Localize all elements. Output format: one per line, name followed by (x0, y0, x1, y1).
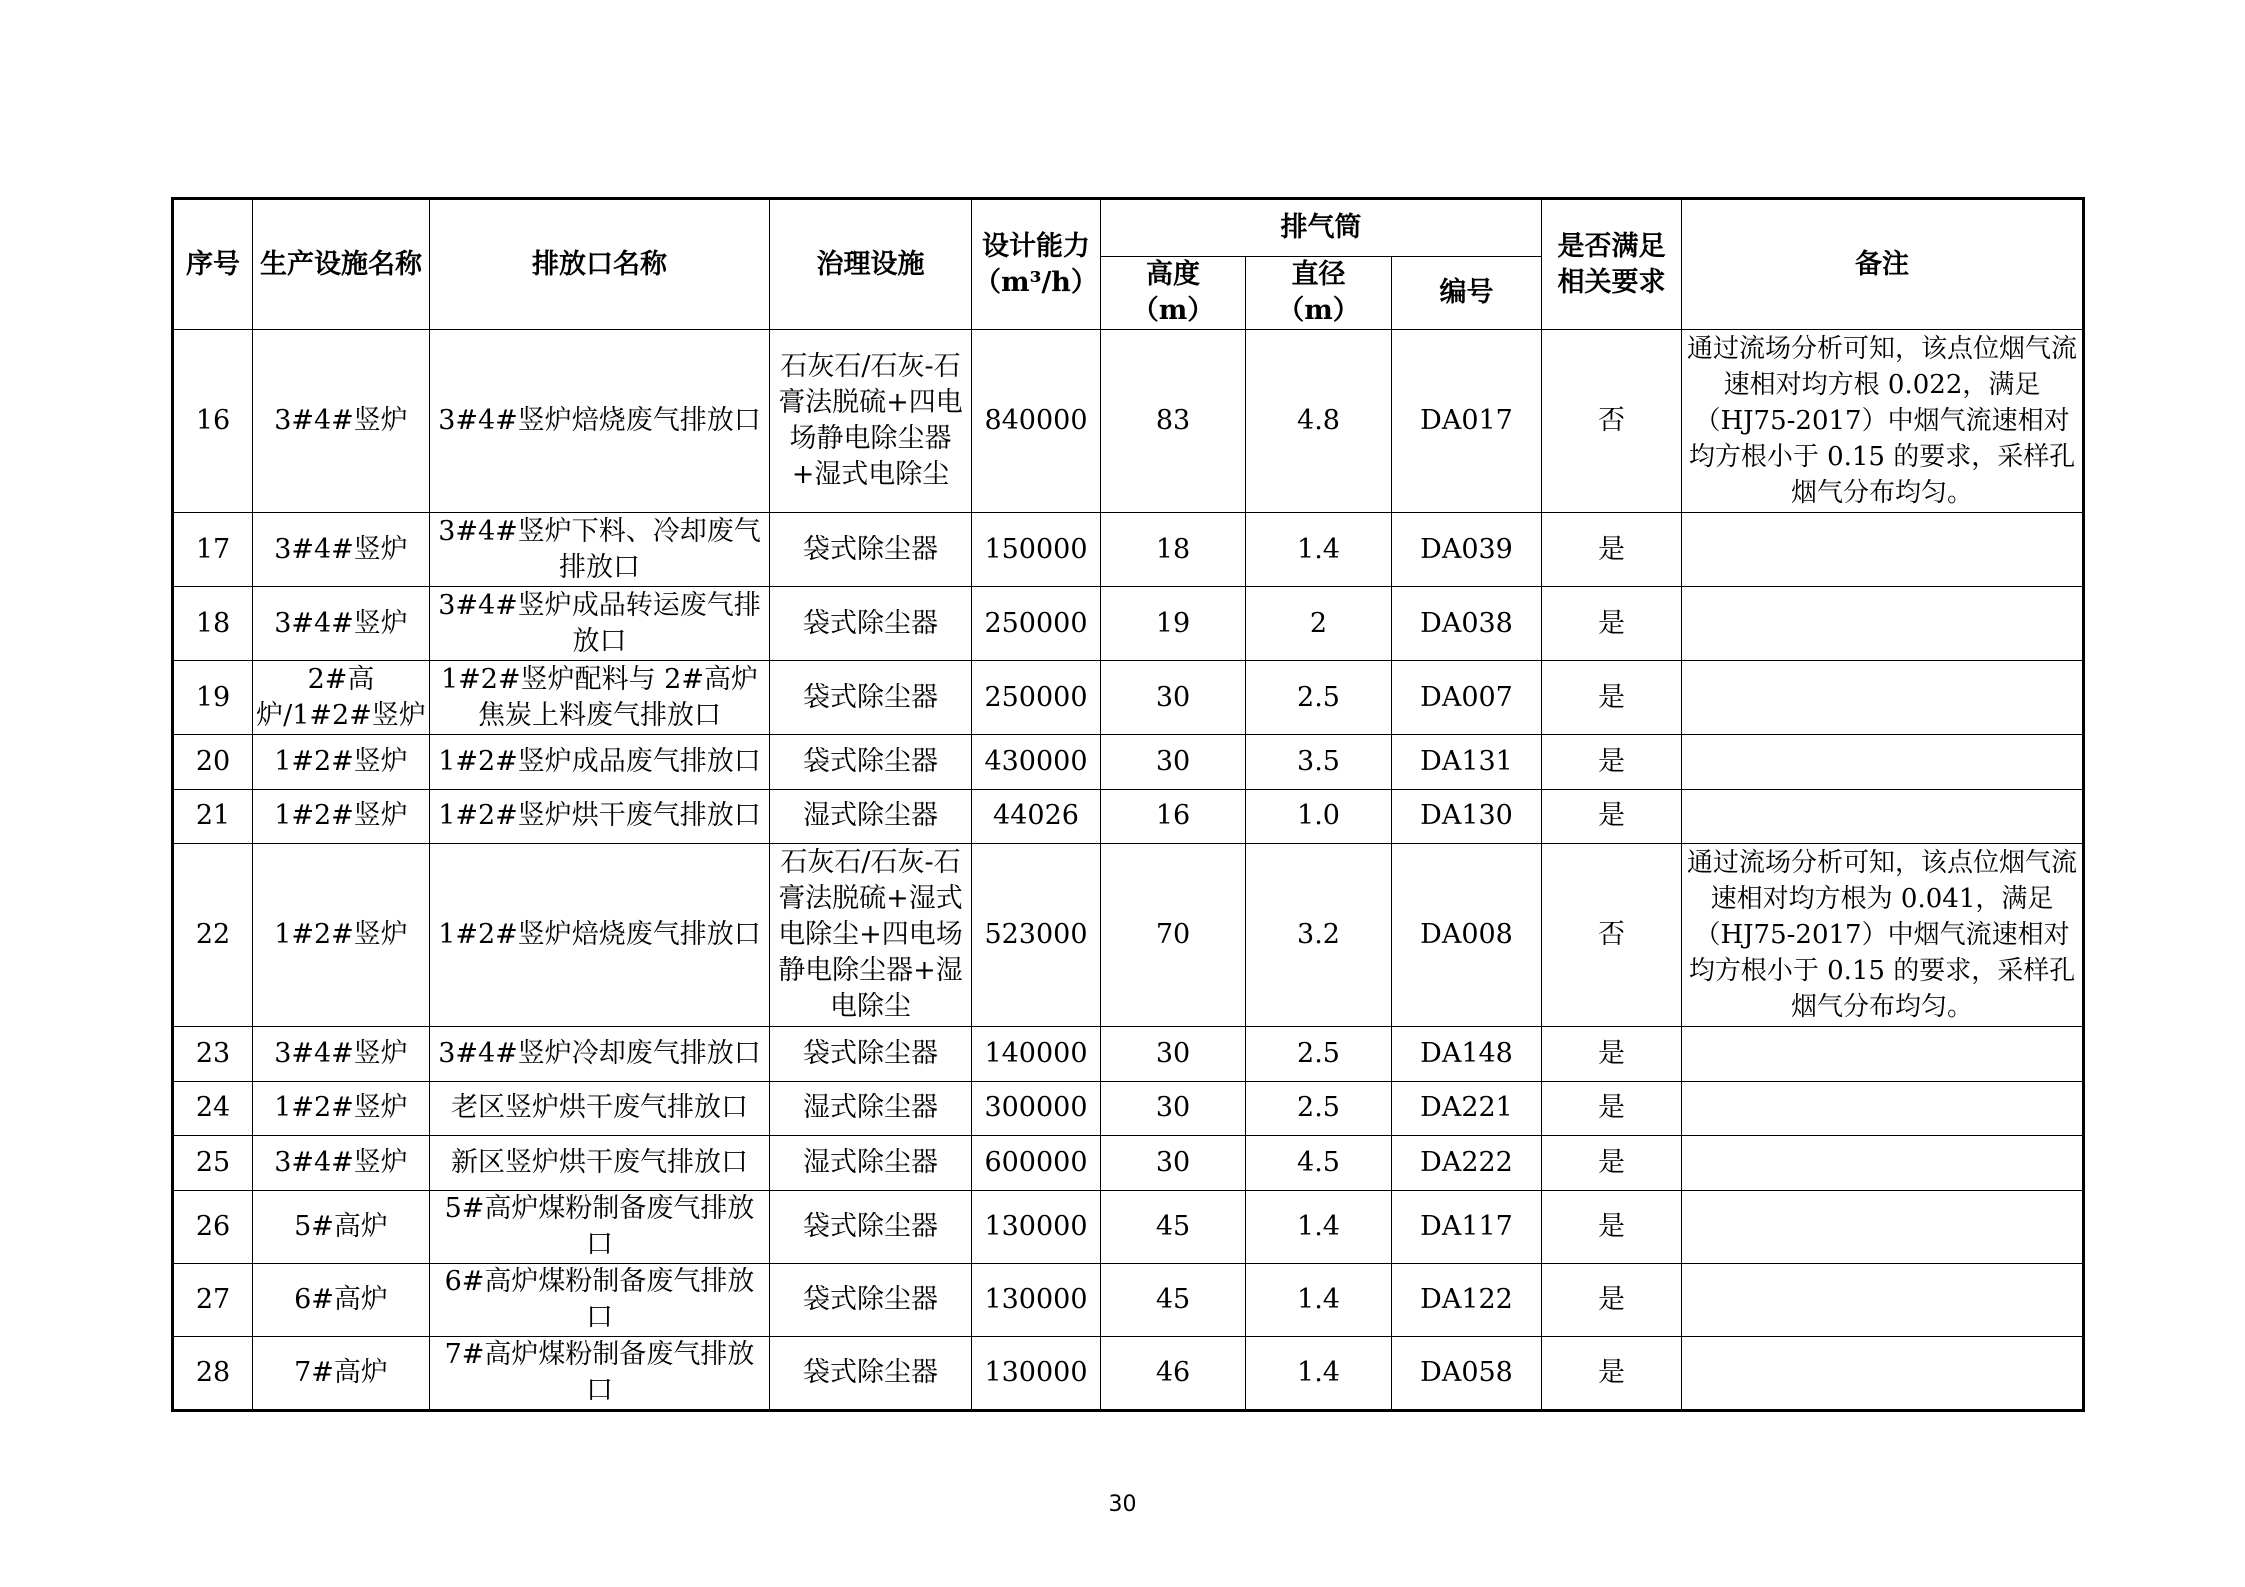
cell-height: 83 (1101, 330, 1246, 513)
cell-diameter: 2 (1246, 587, 1392, 661)
header-outlet: 排放口名称 (430, 199, 770, 330)
cell-remarks (1682, 1190, 2084, 1263)
cell-seq: 26 (173, 1190, 253, 1263)
cell-diameter: 3.5 (1246, 735, 1392, 790)
cell-treatment: 湿式除尘器 (770, 1136, 972, 1191)
cell-facility: 3#4#竖炉 (253, 1027, 430, 1082)
cell-facility: 7#高炉 (253, 1336, 430, 1410)
cell-compliance: 是 (1542, 587, 1682, 661)
cell-compliance: 是 (1542, 735, 1682, 790)
header-capacity-line2: （m³/h） (974, 266, 1098, 298)
cell-facility: 3#4#竖炉 (253, 587, 430, 661)
table-row (173, 844, 2084, 1027)
cell-facility: 6#高炉 (253, 1263, 430, 1336)
cell-code: DA117 (1392, 1190, 1542, 1263)
table-row (173, 1027, 2084, 1082)
cell-compliance: 是 (1542, 789, 1682, 844)
table-row (173, 1336, 2084, 1410)
cell-remarks (1682, 1081, 2084, 1136)
cell-remarks (1682, 1027, 2084, 1082)
cell-outlet: 7#高炉煤粉制备废气排放口 (430, 1336, 770, 1410)
cell-code: DA130 (1392, 789, 1542, 844)
cell-seq: 24 (173, 1081, 253, 1136)
cell-code: DA148 (1392, 1027, 1542, 1082)
cell-height: 16 (1101, 789, 1246, 844)
cell-remarks (1682, 1336, 2084, 1410)
cell-facility: 3#4#竖炉 (253, 1136, 430, 1191)
table-row (173, 789, 2084, 844)
cell-outlet: 1#2#竖炉成品废气排放口 (430, 735, 770, 790)
header-seq: 序号 (173, 199, 253, 330)
table-row (173, 1190, 2084, 1263)
cell-seq: 16 (173, 330, 253, 513)
cell-compliance: 是 (1542, 1136, 1682, 1191)
cell-facility: 1#2#竖炉 (253, 1081, 430, 1136)
cell-treatment: 袋式除尘器 (770, 1027, 972, 1082)
cell-treatment: 袋式除尘器 (770, 661, 972, 735)
cell-code: DA007 (1392, 661, 1542, 735)
cell-diameter: 3.2 (1246, 844, 1392, 1027)
cell-capacity: 140000 (972, 1027, 1101, 1082)
cell-code: DA039 (1392, 513, 1542, 587)
cell-outlet: 3#4#竖炉成品转运废气排放口 (430, 587, 770, 661)
cell-seq: 18 (173, 587, 253, 661)
cell-diameter: 2.5 (1246, 1027, 1392, 1082)
cell-height: 30 (1101, 1136, 1246, 1191)
cell-treatment: 袋式除尘器 (770, 1336, 972, 1410)
header-diameter (1246, 257, 1392, 330)
cell-compliance: 是 (1542, 1336, 1682, 1410)
cell-treatment: 袋式除尘器 (770, 587, 972, 661)
cell-facility: 5#高炉 (253, 1190, 430, 1263)
cell-diameter: 1.4 (1246, 1336, 1392, 1410)
cell-seq: 23 (173, 1027, 253, 1082)
header-capacity (972, 199, 1101, 330)
cell-seq: 20 (173, 735, 253, 790)
cell-capacity: 840000 (972, 330, 1101, 513)
header-treatment: 治理设施 (770, 199, 972, 330)
cell-treatment: 湿式除尘器 (770, 1081, 972, 1136)
cell-facility: 1#2#竖炉 (253, 789, 430, 844)
header-compliance-line1: 是否满足 (1557, 230, 1666, 262)
cell-capacity: 600000 (972, 1136, 1101, 1191)
table-row (173, 1081, 2084, 1136)
cell-compliance: 是 (1542, 661, 1682, 735)
cell-capacity: 150000 (972, 513, 1101, 587)
table-row (173, 587, 2084, 661)
table-row (173, 1136, 2084, 1191)
cell-capacity: 130000 (972, 1336, 1101, 1410)
cell-seq: 27 (173, 1263, 253, 1336)
cell-diameter: 1.4 (1246, 1263, 1392, 1336)
cell-facility: 2#高炉/1#2#竖炉 (253, 661, 430, 735)
cell-code: DA038 (1392, 587, 1542, 661)
cell-height: 45 (1101, 1190, 1246, 1263)
cell-remarks (1682, 735, 2084, 790)
table-row (173, 661, 2084, 735)
cell-outlet: 3#4#竖炉焙烧废气排放口 (430, 330, 770, 513)
cell-remarks (1682, 1136, 2084, 1191)
cell-height: 45 (1101, 1263, 1246, 1336)
cell-code: DA222 (1392, 1136, 1542, 1191)
cell-code: DA122 (1392, 1263, 1542, 1336)
cell-compliance: 否 (1542, 330, 1682, 513)
cell-compliance: 是 (1542, 1081, 1682, 1136)
cell-seq: 22 (173, 844, 253, 1027)
cell-treatment: 袋式除尘器 (770, 1263, 972, 1336)
cell-facility: 1#2#竖炉 (253, 735, 430, 790)
cell-diameter: 1.0 (1246, 789, 1392, 844)
cell-treatment: 湿式除尘器 (770, 789, 972, 844)
cell-compliance: 是 (1542, 1027, 1682, 1082)
cell-seq: 21 (173, 789, 253, 844)
cell-code: DA008 (1392, 844, 1542, 1027)
cell-treatment: 袋式除尘器 (770, 735, 972, 790)
cell-compliance: 否 (1542, 844, 1682, 1027)
cell-height: 30 (1101, 661, 1246, 735)
cell-code: DA221 (1392, 1081, 1542, 1136)
table-row (173, 513, 2084, 587)
cell-diameter: 4.5 (1246, 1136, 1392, 1191)
cell-treatment: 石灰石/石灰-石膏法脱硫+湿式电除尘+四电场静电除尘器+湿电除尘 (770, 844, 972, 1027)
cell-capacity: 430000 (972, 735, 1101, 790)
cell-treatment: 袋式除尘器 (770, 1190, 972, 1263)
cell-height: 30 (1101, 1081, 1246, 1136)
header-code: 编号 (1392, 257, 1542, 330)
cell-height: 70 (1101, 844, 1246, 1027)
cell-remarks (1682, 661, 2084, 735)
cell-diameter: 2.5 (1246, 1081, 1392, 1136)
cell-diameter: 1.4 (1246, 1190, 1392, 1263)
cell-code: DA131 (1392, 735, 1542, 790)
header-capacity-line1: 设计能力 (982, 230, 1090, 262)
cell-treatment: 石灰石/石灰-石膏法脱硫+四电场静电除尘器+湿式电除尘 (770, 330, 972, 513)
cell-capacity: 44026 (972, 789, 1101, 844)
cell-compliance: 是 (1542, 1263, 1682, 1336)
header-height-line1: 高度 (1146, 259, 1200, 290)
cell-remarks: 通过流场分析可知，该点位烟气流速相对均方根为 0.041，满足（HJ75-2017）中烟气流速相对均方根小于 0.15 的要求，采样孔烟气分布均匀。 (1682, 844, 2084, 1027)
cell-outlet: 新区竖炉烘干废气排放口 (430, 1136, 770, 1191)
header-height (1101, 257, 1246, 330)
cell-capacity: 130000 (972, 1263, 1101, 1336)
cell-diameter: 4.8 (1246, 330, 1392, 513)
table-row (173, 330, 2084, 513)
cell-outlet: 老区竖炉烘干废气排放口 (430, 1081, 770, 1136)
cell-remarks (1682, 789, 2084, 844)
table-row (173, 1263, 2084, 1336)
cell-diameter: 1.4 (1246, 513, 1392, 587)
cell-code: DA058 (1392, 1336, 1542, 1410)
cell-height: 18 (1101, 513, 1246, 587)
cell-treatment: 袋式除尘器 (770, 513, 972, 587)
cell-remarks (1682, 513, 2084, 587)
cell-height: 30 (1101, 735, 1246, 790)
header-facility: 生产设施名称 (253, 199, 430, 330)
cell-facility: 3#4#竖炉 (253, 513, 430, 587)
cell-diameter: 2.5 (1246, 661, 1392, 735)
cell-seq: 17 (173, 513, 253, 587)
cell-capacity: 250000 (972, 661, 1101, 735)
header-row (173, 199, 2084, 257)
cell-seq: 19 (173, 661, 253, 735)
header-compliance-line2: 相关要求 (1557, 266, 1666, 298)
header-diameter-line2: （m） (1277, 295, 1360, 326)
cell-capacity: 300000 (972, 1081, 1101, 1136)
cell-outlet: 3#4#竖炉冷却废气排放口 (430, 1027, 770, 1082)
cell-outlet: 1#2#竖炉配料与 2#高炉焦炭上料废气排放口 (430, 661, 770, 735)
cell-outlet: 1#2#竖炉烘干废气排放口 (430, 789, 770, 844)
cell-seq: 25 (173, 1136, 253, 1191)
cell-outlet: 6#高炉煤粉制备废气排放口 (430, 1263, 770, 1336)
cell-seq: 28 (173, 1336, 253, 1410)
cell-outlet: 5#高炉煤粉制备废气排放口 (430, 1190, 770, 1263)
cell-height: 46 (1101, 1336, 1246, 1410)
cell-height: 19 (1101, 587, 1246, 661)
cell-height: 30 (1101, 1027, 1246, 1082)
cell-outlet: 3#4#竖炉下料、冷却废气排放口 (430, 513, 770, 587)
cell-code: DA017 (1392, 330, 1542, 513)
emission-outlet-table (171, 197, 2085, 1412)
cell-facility: 1#2#竖炉 (253, 844, 430, 1027)
header-height-line2: （m） (1131, 295, 1215, 326)
cell-capacity: 130000 (972, 1190, 1101, 1263)
cell-remarks (1682, 587, 2084, 661)
cell-capacity: 523000 (972, 844, 1101, 1027)
cell-compliance: 是 (1542, 513, 1682, 587)
header-remarks: 备注 (1682, 199, 2084, 330)
header-diameter-line1: 直径 (1291, 259, 1346, 290)
cell-remarks (1682, 1263, 2084, 1336)
header-compliance (1542, 199, 1682, 330)
cell-remarks: 通过流场分析可知，该点位烟气流速相对均方根 0.022，满足（HJ75-2017）中烟气流速相对均方根小于 0.15 的要求，采样孔烟气分布均匀。 (1682, 330, 2084, 513)
table-row (173, 735, 2084, 790)
page-number: 30 (1108, 1492, 1137, 1517)
header-stack: 排气筒 (1101, 199, 1542, 257)
cell-compliance: 是 (1542, 1190, 1682, 1263)
cell-outlet: 1#2#竖炉焙烧废气排放口 (430, 844, 770, 1027)
cell-capacity: 250000 (972, 587, 1101, 661)
cell-facility: 3#4#竖炉 (253, 330, 430, 513)
